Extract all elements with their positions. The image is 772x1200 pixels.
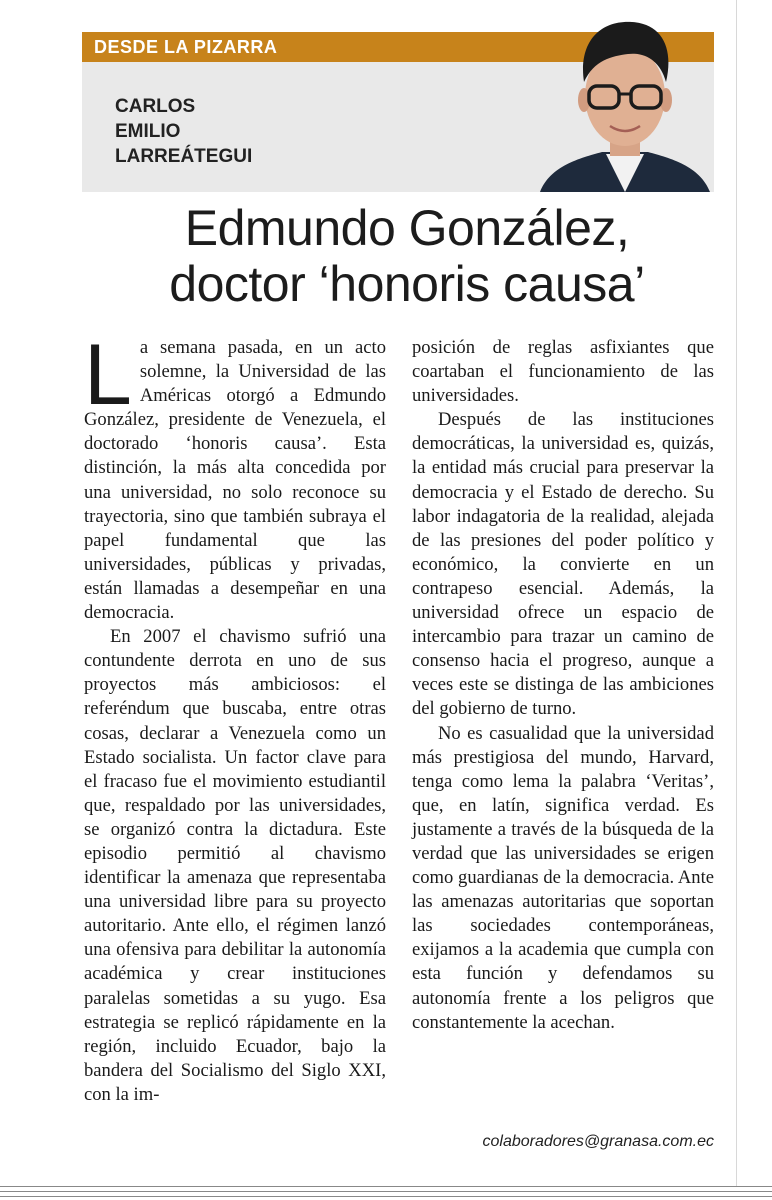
headline [82,200,732,312]
article-column-right [412,336,714,1035]
author-name-line: CARLOS [115,96,196,117]
article-column-left [84,327,386,1107]
author-name-line: EMILIO [115,121,181,142]
section-label: DESDE LA PIZARRA [82,32,714,62]
bottom-rule [0,1196,772,1197]
paragraph-text: a semana pasada, en un acto solemne, la Universidad de las Américas otorgó a Edmundo González, presidente de Venezuela, el doctorado ‘honoris causa’. Esta distinción, la más alta concedida por una universidad, no solo reconoce su trayectoria, sino que también subraya el papel fundamental que las universidades, públicas y privadas, están llamadas a desempeñar en una democracia. [84,337,386,624]
article-paragraph [84,327,386,625]
bottom-rule [0,1186,772,1187]
headline-line: doctor ‘honoris causa’ [169,256,645,312]
article-paragraph: posición de reglas asfixiantes que coartaban el funcionamiento de las universidades. [412,337,714,407]
headline-line: Edmundo González, [184,200,630,256]
drop-cap: L [84,327,132,423]
column-divider [736,0,737,1186]
author-portrait [540,16,710,192]
article-paragraph: En 2007 el chavismo sufrió una contundente derrota en uno de sus proyectos más ambiciosos: el referéndum que buscaba, entre otras cosas, declarar a Venezuela como un Estado socialista. Un factor clave para el fracaso fue el movimiento estudiantil que, respaldado por las universidades, se organizó contra la dictadura. Este episodio permitió al chavismo identificar la amenaza que representaba una universidad libre para su proyecto autoritario. Ante ello, el régimen lanzó una ofensiva para debilitar la autonomía académica y crear instituciones paralelas sometidas a su yugo. Esa estrategia se replicó rápidamente en la región, incluido Ecuador, bajo la bandera del Socialismo del Siglo XXI, con la im- [84,626,386,1105]
bottom-rule [0,1191,772,1192]
article-paragraph: Después de las instituciones democráticas, la universidad es, quizás, la entidad más crucial para preservar la democracia y el Estado de derecho. Su labor indagatoria de la realidad, alejada de las presiones del poder político y económico, la convierte en un contrapeso esencial. Además, la universidad ofrece un espacio de intercambio para trazar un camino de consenso hacia el progreso, aunque a veces este se distinga de las ambiciones del gobierno de turno. [412,409,714,720]
article-paragraph: No es casualidad que la universidad más prestigiosa del mundo, Harvard, tenga como lema la palabra ‘Veritas’, que, en latín, significa verdad. Es justamente a través de la búsqueda de la verdad que las universidades se erigen como guardianas de la democracia. Ante las amenazas autoritarias que soportan las sociedades contemporáneas, exijamos a la academia que cumpla con esta función y defendamos su autonomía frente a los peligros que constantemente la acechan. [412,722,714,1033]
author-name-line: LARREÁTEGUI [115,146,253,167]
author-name [115,94,252,169]
contact-email: colaboradores@granasa.com.ec [482,1133,714,1150]
